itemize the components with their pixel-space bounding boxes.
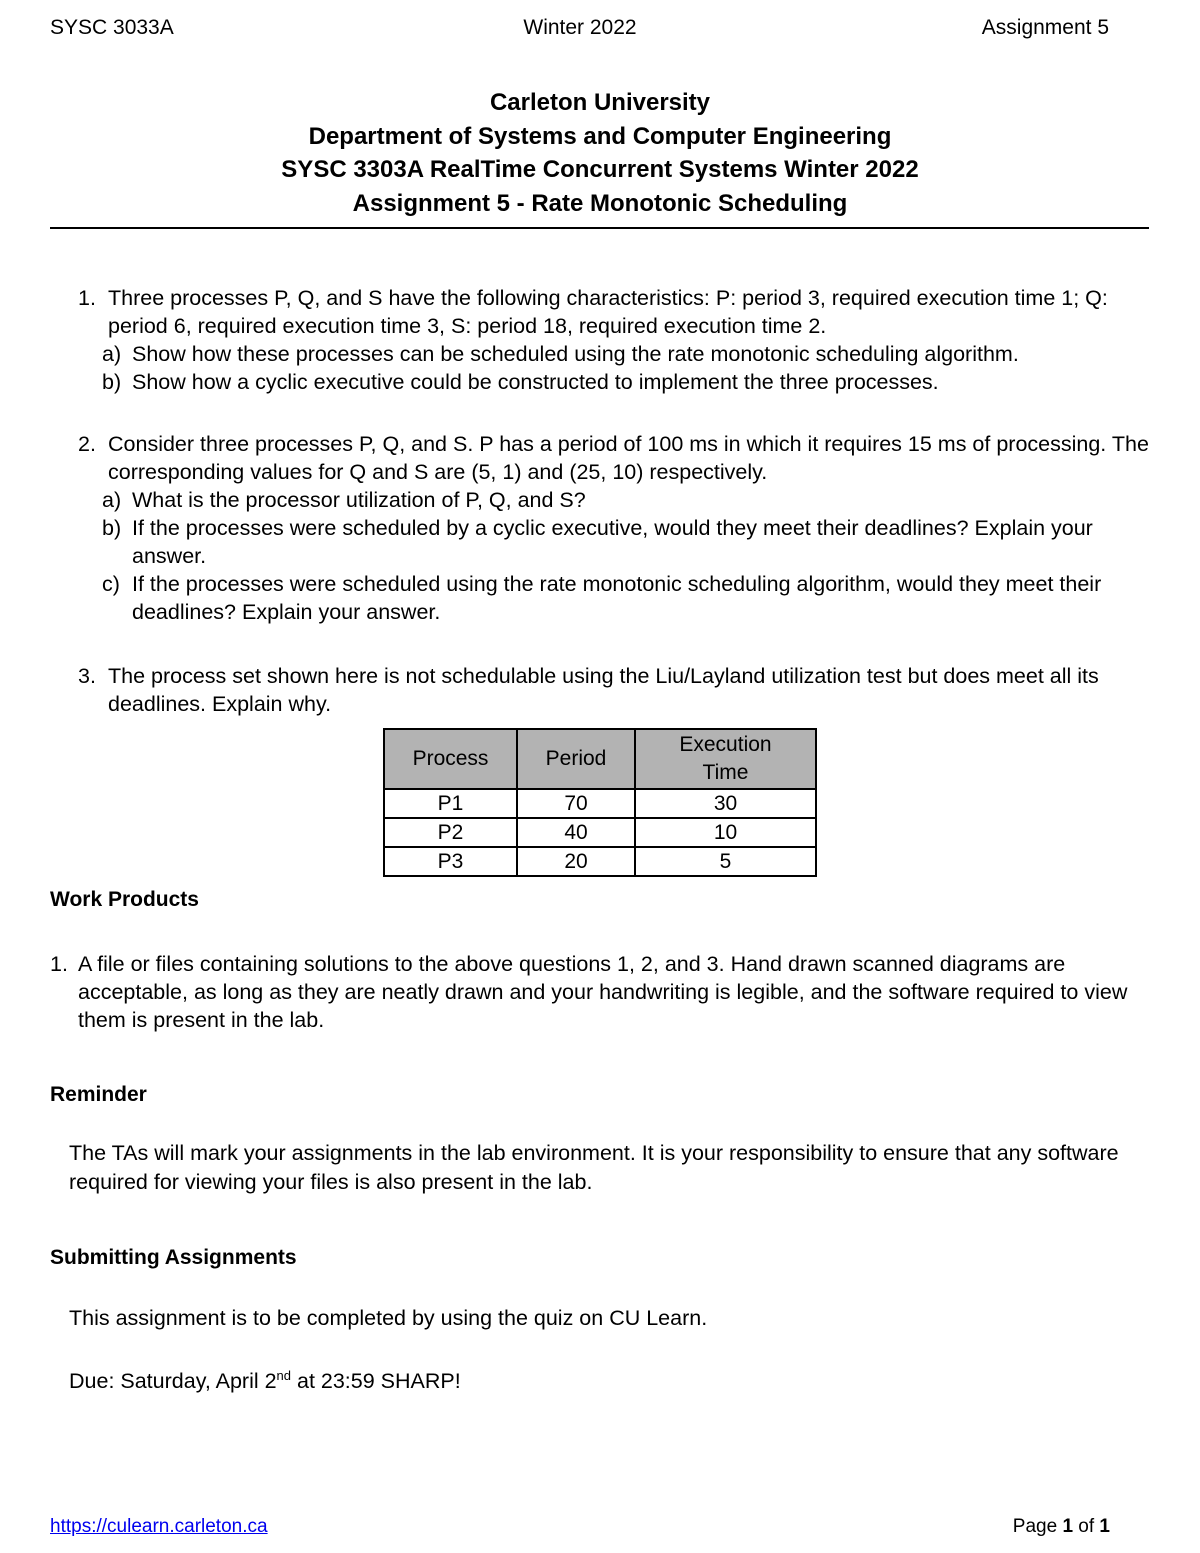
part-text: If the processes were scheduled by a cyclic executive, would they meet their deadlines? Explain your answer. — [132, 516, 1093, 568]
title-assignment: Assignment 5 - Rate Monotonic Scheduling — [352, 189, 848, 217]
table-cell: P2 — [384, 818, 517, 847]
part-label: c) — [102, 572, 120, 596]
table-cell: 40 — [517, 818, 635, 847]
item-number: 1. — [50, 952, 68, 976]
question-1 — [78, 284, 1158, 396]
part-text: What is the processor utilization of P, Q, and S? — [132, 488, 586, 512]
question-number: 2. — [78, 432, 96, 456]
question-number: 1. — [78, 286, 96, 310]
title-block — [0, 86, 1200, 220]
column-header-process: Process — [384, 729, 517, 789]
work-products-item — [50, 950, 1150, 1034]
part-label: a) — [102, 342, 122, 366]
column-header-execution-time: Execution Time — [635, 729, 816, 789]
reminder-heading: Reminder — [50, 1083, 147, 1106]
table-cell: 30 — [635, 789, 816, 818]
part-text: Show how these processes can be scheduled using the rate monotonic scheduling algorithm. — [132, 342, 1019, 366]
reminder-text: The TAs will mark your assignments in the lab environment. It is your responsibility to ensure that any software required for viewing your files is also present in the lab. — [69, 1141, 1119, 1194]
submitting-heading: Submitting Assignments — [50, 1246, 297, 1269]
title-course: SYSC 3303A RealTime Concurrent Systems Winter 2022 — [281, 156, 919, 183]
submitting-text: This assignment is to be completed by using the quiz on CU Learn. — [69, 1306, 708, 1330]
table-cell: 10 — [635, 818, 816, 847]
question-part — [102, 340, 1158, 368]
culearn-link[interactable]: https://culearn.carleton.ca — [50, 1516, 268, 1537]
title-divider — [50, 227, 1149, 229]
due-date: Due: Saturday, April 2nd at 23:59 SHARP! — [69, 1367, 461, 1393]
table-cell: 70 — [517, 789, 635, 818]
part-label: b) — [102, 516, 122, 540]
table-row — [384, 847, 816, 876]
question-text: Three processes P, Q, and S have the following characteristics: P: period 3, required execution time 1; Q: period 6, required execution time 3, S: period 18, required execution time 2. — [108, 286, 1108, 338]
question-part — [102, 486, 1158, 514]
question-text: Consider three processes P, Q, and S. P has a period of 100 ms in which it requires 15 ms of processing. The corresponding values for Q and S are (5, 1) and (25, 10) respectively. — [108, 432, 1149, 484]
title-department: Department of Systems and Computer Engineering — [308, 122, 892, 150]
table-cell: 20 — [517, 847, 635, 876]
question-3 — [78, 662, 1158, 718]
column-header-period: Period — [517, 729, 635, 789]
work-products-heading: Work Products — [50, 888, 199, 911]
part-text: Show how a cyclic executive could be constructed to implement the three processes. — [132, 370, 939, 394]
part-label: a) — [102, 488, 122, 512]
question-part — [102, 514, 1158, 570]
table-row — [384, 818, 816, 847]
process-table — [383, 728, 817, 877]
title-university: Carleton University — [489, 89, 711, 116]
part-label: b) — [102, 370, 122, 394]
table-row — [384, 789, 816, 818]
part-text: If the processes were scheduled using the rate monotonic scheduling algorithm, would they meet their deadlines? Explain your answer. — [132, 572, 1102, 624]
table-cell: P1 — [384, 789, 517, 818]
item-text: A file or files containing solutions to the above questions 1, 2, and 3. Hand drawn scanned diagrams are acceptable, as long as they are neatly drawn and your handwriting is legible, and the software required to view them is present in the lab. — [78, 952, 1128, 1032]
table-cell: P3 — [384, 847, 517, 876]
page-indicator: Page 1 of 1 — [1012, 1516, 1110, 1537]
header-course: SYSC 3033A — [50, 16, 174, 39]
question-part — [102, 368, 1158, 396]
table-cell: 5 — [635, 847, 816, 876]
question-2 — [78, 430, 1158, 626]
header-assignment: Assignment 5 — [981, 16, 1109, 39]
table-header-row — [384, 729, 816, 789]
question-text: The process set shown here is not schedulable using the Liu/Layland utilization test but does meet all its deadlines. Explain why. — [108, 664, 1099, 716]
question-number: 3. — [78, 664, 96, 688]
header-term: Winter 2022 — [523, 16, 637, 39]
question-part — [102, 570, 1158, 626]
